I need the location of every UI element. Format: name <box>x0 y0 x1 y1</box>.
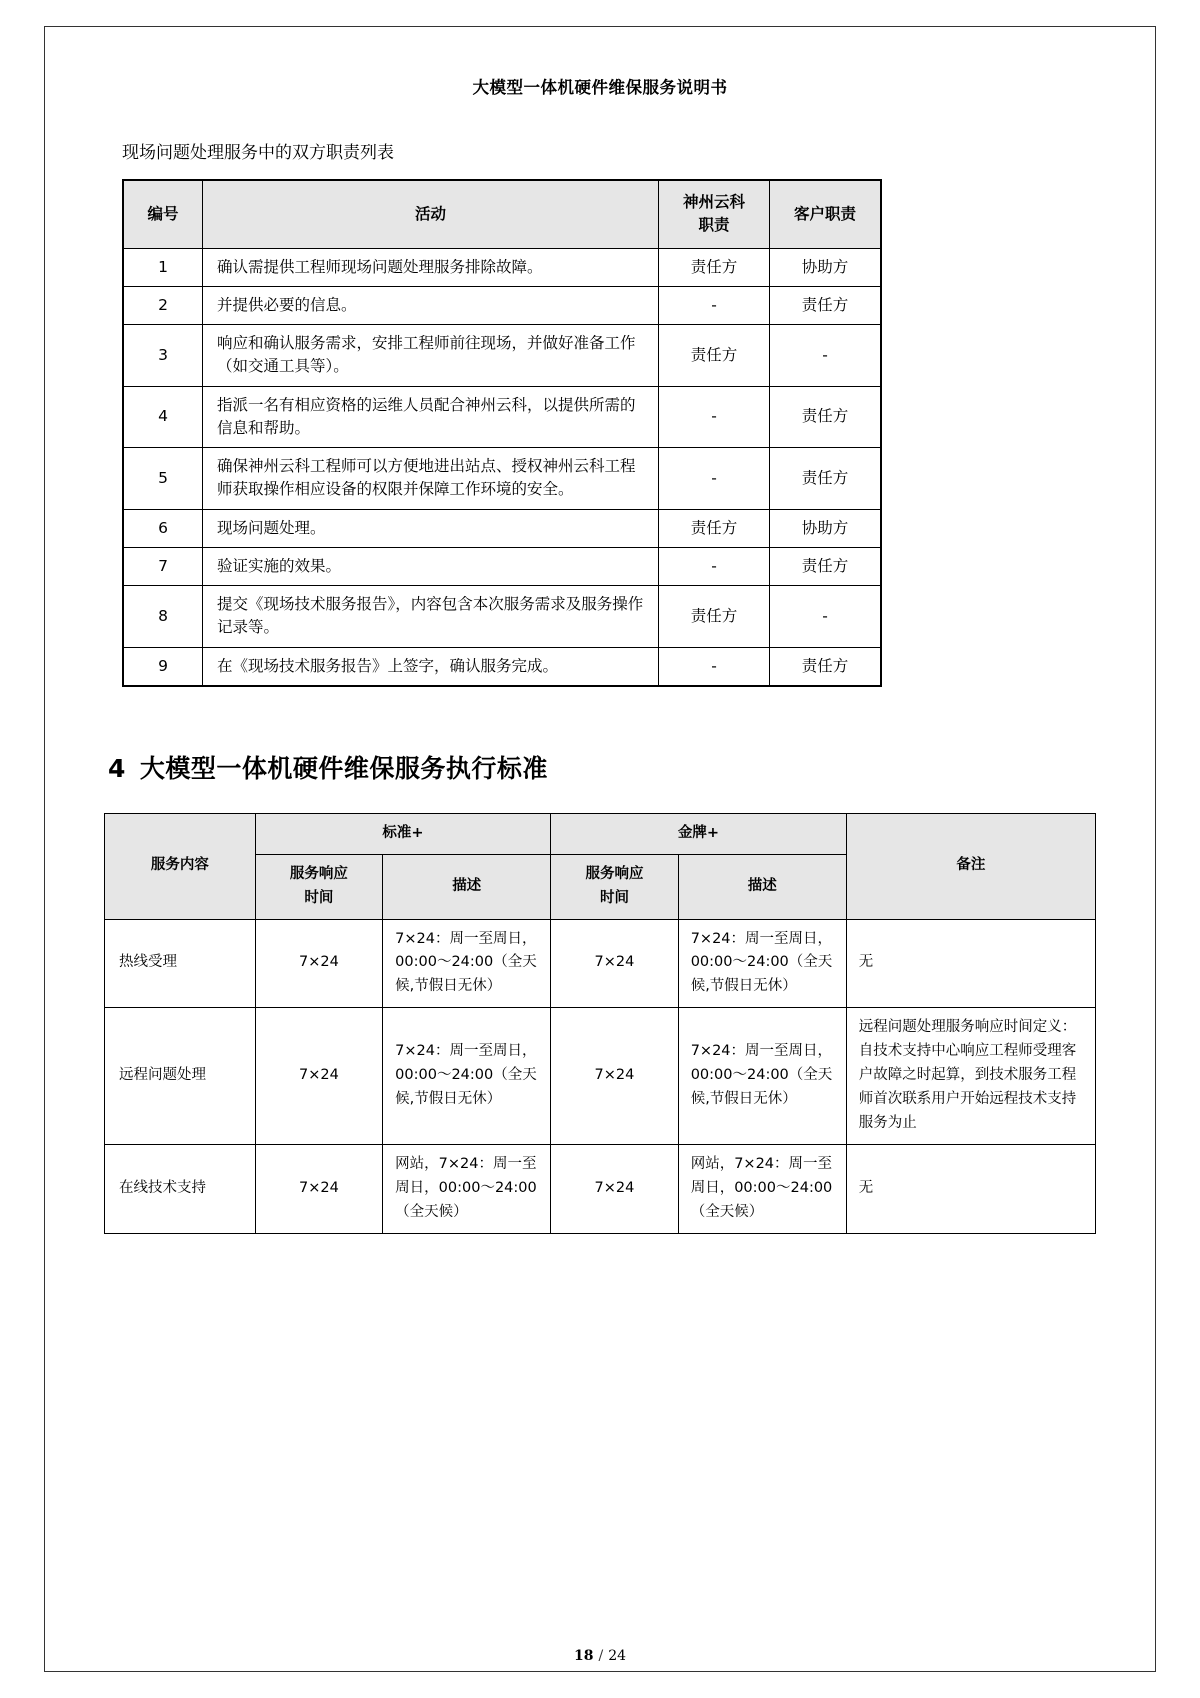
sla-table-body <box>105 919 1096 1233</box>
duties-cell-vendor: - <box>659 547 770 585</box>
duties-cell-num: 4 <box>123 386 203 448</box>
page-content <box>44 26 1156 1672</box>
sla-header-gold-response-time <box>551 854 678 919</box>
duties-cell-customer: 协助方 <box>770 509 882 547</box>
duties-cell-activity: 确保神州云科工程师可以方便地进出站点、授权神州云科工程师获取操作相应设备的权限并保障工作环境的安全。 <box>203 448 659 510</box>
section-title: 大模型一体机硬件维保服务执行标准 <box>139 753 548 783</box>
sla-cell-gold-description: 7×24：周一至周日，00:00～24:00（全天候,节假日无休） <box>678 919 846 1008</box>
duties-cell-customer: 责任方 <box>770 286 882 324</box>
duties-header-customer: 客户职责 <box>770 180 882 248</box>
document-header-title: 大模型一体机硬件维保服务说明书 <box>472 78 728 97</box>
page-number-separator: / <box>598 1648 604 1664</box>
sla-cell-gold-description: 7×24：周一至周日，00:00～24:00（全天候,节假日无休） <box>678 1008 846 1145</box>
page-number-current: 18 <box>573 1648 594 1664</box>
duties-header-vendor-line1: 神州云科 <box>682 193 745 211</box>
duties-cell-activity: 验证实施的效果。 <box>203 547 659 585</box>
sla-cell-std-response-time: 7×24 <box>255 919 382 1008</box>
sla-header-standard-plus: 标准+ <box>255 813 551 854</box>
duties-table <box>122 179 882 687</box>
duties-cell-vendor: 责任方 <box>659 509 770 547</box>
duties-cell-vendor: - <box>659 286 770 324</box>
sla-header-row-top <box>105 813 1096 854</box>
duties-cell-num: 8 <box>123 586 203 648</box>
duties-cell-activity: 现场问题处理。 <box>203 509 659 547</box>
duties-header-activity: 活动 <box>203 180 659 248</box>
table-row <box>123 509 881 547</box>
duties-cell-activity: 并提供必要的信息。 <box>203 286 659 324</box>
duties-cell-vendor: 责任方 <box>659 248 770 286</box>
sla-header-remark: 备注 <box>846 813 1095 919</box>
duties-cell-vendor: 责任方 <box>659 325 770 387</box>
sla-cell-remark: 远程问题处理服务响应时间定义：自技术支持中心响应工程师受理客户故障之时起算，到技术服务工程师首次联系用户开始远程技术支持服务为止 <box>846 1008 1095 1145</box>
duties-cell-vendor: - <box>659 647 770 686</box>
duties-cell-vendor: 责任方 <box>659 586 770 648</box>
sla-cell-remark: 无 <box>846 1144 1095 1233</box>
sla-cell-std-response-time: 7×24 <box>255 1008 382 1145</box>
table-row <box>105 1008 1096 1145</box>
sla-header-std-rt-line2: 时间 <box>304 889 334 906</box>
sla-cell-gold-description: 网站，7×24：周一至周日，00:00～24:00（全天候） <box>678 1144 846 1233</box>
duties-table-caption: 现场问题处理服务中的双方职责列表 <box>122 143 394 163</box>
sla-cell-service: 远程问题处理 <box>105 1008 256 1145</box>
sla-header-gold-description: 描述 <box>678 854 846 919</box>
duties-cell-customer: 责任方 <box>770 547 882 585</box>
sla-cell-gold-response-time: 7×24 <box>551 919 678 1008</box>
duties-cell-customer: 责任方 <box>770 647 882 686</box>
section-heading <box>104 749 1096 785</box>
duties-cell-num: 7 <box>123 547 203 585</box>
sla-header-gold-rt-line2: 时间 <box>599 889 629 906</box>
duties-cell-num: 6 <box>123 509 203 547</box>
duties-cell-customer: - <box>770 586 882 648</box>
duties-table-header-row <box>123 180 881 248</box>
sla-header-std-response-time <box>255 854 382 919</box>
duties-cell-customer: 责任方 <box>770 448 882 510</box>
sla-cell-gold-response-time: 7×24 <box>551 1144 678 1233</box>
sla-cell-remark: 无 <box>846 919 1095 1008</box>
duties-cell-customer: - <box>770 325 882 387</box>
section-number: 4 <box>108 753 126 783</box>
sla-header-gold-plus: 金牌+ <box>551 813 847 854</box>
duties-cell-activity: 在《现场技术服务报告》上签字，确认服务完成。 <box>203 647 659 686</box>
duties-header-num: 编号 <box>123 180 203 248</box>
duties-header-vendor-line2: 职责 <box>698 216 730 235</box>
sla-cell-service: 热线受理 <box>105 919 256 1008</box>
table-row <box>123 547 881 585</box>
duties-table-body <box>123 248 881 686</box>
sla-table-head <box>105 813 1096 919</box>
duties-cell-activity: 提交《现场技术服务报告》，内容包含本次服务需求及服务操作记录等。 <box>203 586 659 648</box>
sla-cell-std-description: 7×24：周一至周日，00:00～24:00（全天候,节假日无休） <box>383 919 551 1008</box>
table-row <box>105 1144 1096 1233</box>
duties-cell-customer: 责任方 <box>770 386 882 448</box>
duties-cell-num: 2 <box>123 286 203 324</box>
sla-cell-gold-response-time: 7×24 <box>551 1008 678 1145</box>
table-row <box>123 286 881 324</box>
sla-header-std-description: 描述 <box>383 854 551 919</box>
sla-header-std-rt-line1: 服务响应 <box>289 865 348 882</box>
duties-cell-customer: 协助方 <box>770 248 882 286</box>
duties-cell-activity: 确认需提供工程师现场问题处理服务排除故障。 <box>203 248 659 286</box>
sla-cell-std-description: 7×24：周一至周日，00:00～24:00（全天候,节假日无休） <box>383 1008 551 1145</box>
duties-cell-num: 5 <box>123 448 203 510</box>
table-row <box>123 386 881 448</box>
duties-header-vendor <box>659 180 770 248</box>
table-row <box>123 248 881 286</box>
table-row <box>123 325 881 387</box>
sla-cell-std-response-time: 7×24 <box>255 1144 382 1233</box>
table-row <box>123 647 881 686</box>
table-row <box>123 586 881 648</box>
duties-cell-num: 1 <box>123 248 203 286</box>
duties-cell-num: 9 <box>123 647 203 686</box>
duties-cell-activity: 指派一名有相应资格的运维人员配合神州云科，以提供所需的信息和帮助。 <box>203 386 659 448</box>
sla-cell-service: 在线技术支持 <box>105 1144 256 1233</box>
duties-cell-activity: 响应和确认服务需求，安排工程师前往现场，并做好准备工作（如交通工具等）。 <box>203 325 659 387</box>
sla-header-service: 服务内容 <box>105 813 256 919</box>
duties-table-head <box>123 180 881 248</box>
sla-cell-std-description: 网站，7×24：周一至周日，00:00～24:00（全天候） <box>383 1144 551 1233</box>
page-footer <box>0 1648 1200 1664</box>
duties-cell-num: 3 <box>123 325 203 387</box>
duties-cell-vendor: - <box>659 448 770 510</box>
sla-table <box>104 813 1096 1234</box>
duties-cell-vendor: - <box>659 386 770 448</box>
page-number-total: 24 <box>608 1648 627 1664</box>
table-row <box>123 448 881 510</box>
sla-header-gold-rt-line1: 服务响应 <box>585 865 644 882</box>
table-row <box>105 919 1096 1008</box>
